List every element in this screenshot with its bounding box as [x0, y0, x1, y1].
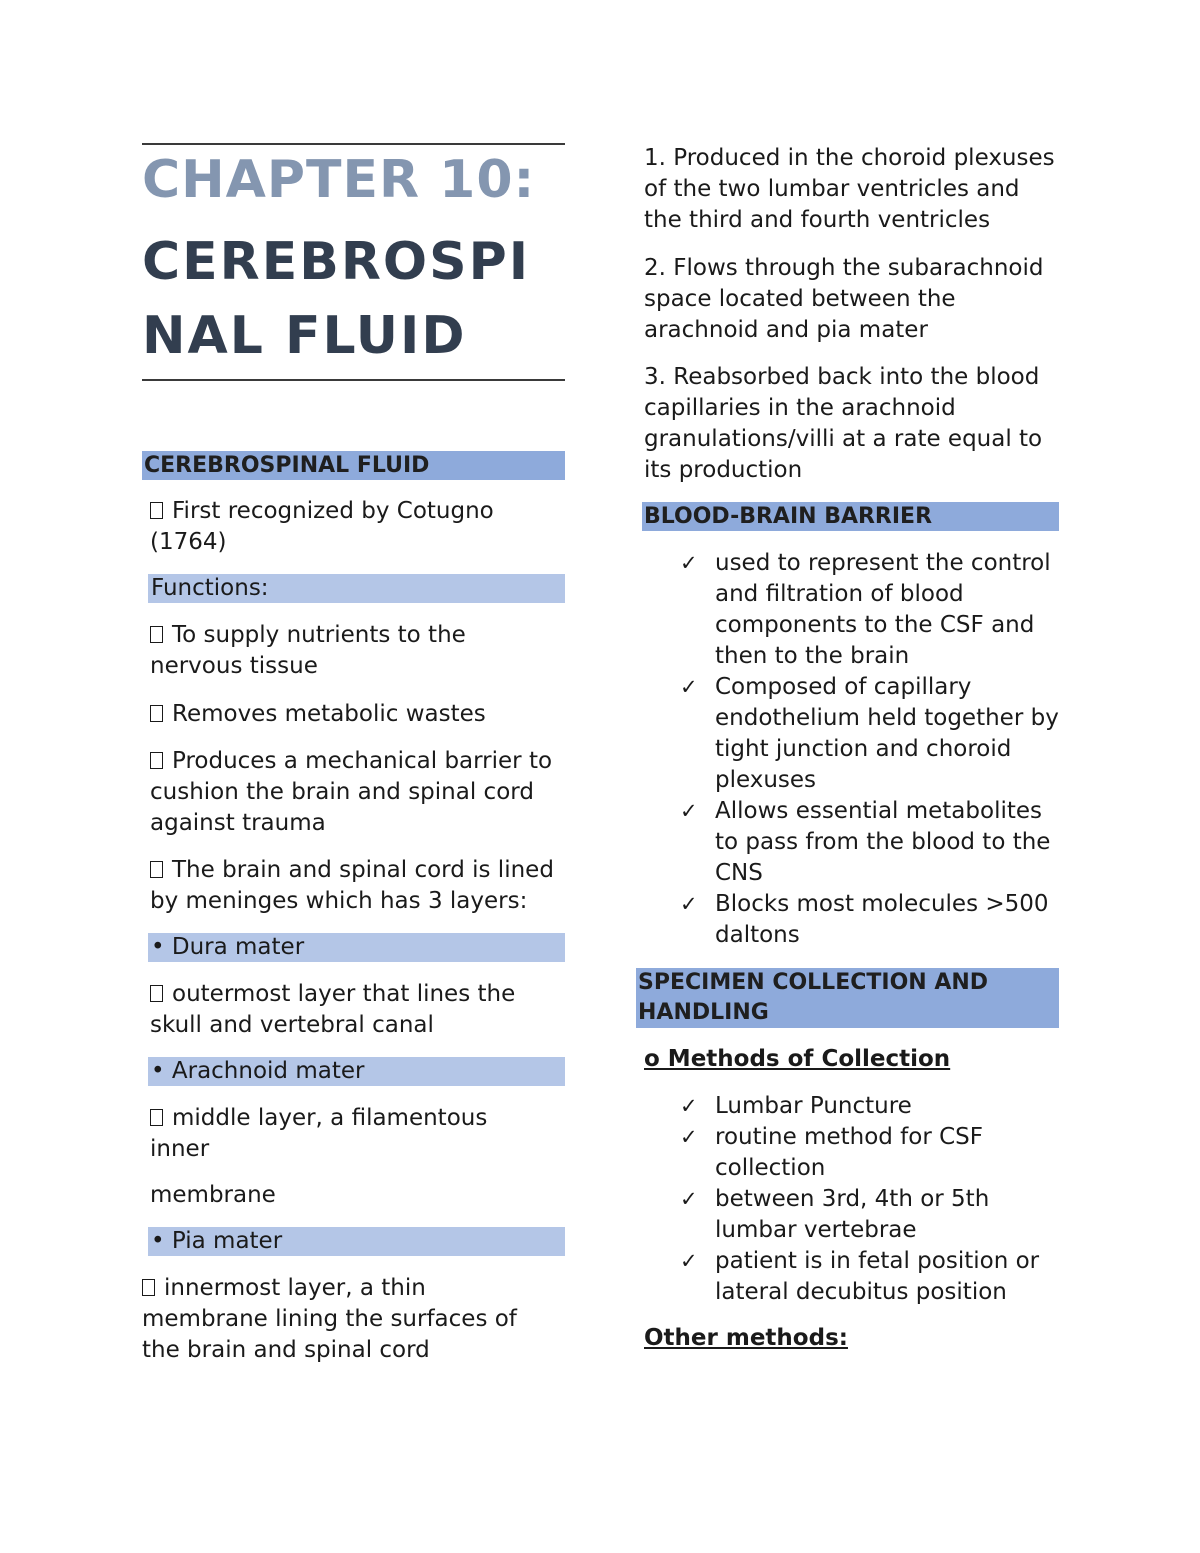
bbb-text: Blocks most molecules >500 daltons	[715, 891, 1049, 948]
bbb-list	[636, 548, 1061, 951]
checkmark-icon: ✓	[680, 1094, 698, 1118]
checkmark-icon: ✓	[680, 1249, 698, 1273]
method-text: patient is in fetal position or lateral decubitus position	[715, 1248, 1040, 1305]
function-text: The brain and spinal cord is lined by meninges which has 3 layers:	[150, 857, 554, 914]
checkbox-square-icon	[150, 752, 163, 769]
bbb-item	[636, 672, 1061, 796]
function-text: Produces a mechanical barrier to cushion the brain and spinal cord against trauma	[150, 748, 553, 836]
layer-description-dura	[150, 979, 565, 1041]
checkmark-icon: ✓	[680, 675, 698, 699]
layer-label-pia: • Pia mater	[148, 1227, 565, 1256]
title-bottom-rule	[142, 379, 565, 381]
chapter-title-line-1: CEREBROSPI	[142, 232, 531, 292]
bbb-text: used to represent the control and filtration of blood components to the CSF and then to the brain	[715, 550, 1051, 669]
section-heading-specimen: SPECIMEN COLLECTION AND HANDLING	[636, 968, 1059, 1028]
layer-label-arachnoid: • Arachnoid mater	[148, 1057, 565, 1086]
layer-description-arachnoid	[150, 1103, 510, 1165]
step-item: 1. Produced in the choroid plexuses of the two lumbar ventricles and the third and fourth ventricles	[644, 145, 1055, 233]
layer-description-arachnoid-cont: membrane	[150, 1182, 276, 1208]
methods-list	[636, 1091, 1061, 1308]
function-text: Removes metabolic wastes	[172, 701, 486, 727]
checkbox-square-icon	[150, 1109, 163, 1126]
step-item: 2. Flows through the subarachnoid space located between the arachnoid and pia mater	[644, 255, 1044, 343]
bbb-item	[636, 548, 1061, 672]
function-item	[150, 746, 565, 839]
function-item	[150, 699, 565, 730]
checkmark-icon: ✓	[680, 892, 698, 916]
checkbox-square-icon	[150, 502, 163, 519]
functions-label: Functions:	[148, 574, 565, 603]
method-item	[636, 1091, 1061, 1122]
layer-text: outermost layer that lines the skull and vertebral canal	[150, 981, 516, 1038]
checkmark-icon: ✓	[680, 551, 698, 575]
checkbox-square-icon	[150, 985, 163, 1002]
checkmark-icon: ✓	[680, 799, 698, 823]
checkmark-icon: ✓	[680, 1187, 698, 1211]
method-text: routine method for CSF collection	[715, 1124, 984, 1181]
step-item: 3. Reabsorbed back into the blood capillaries in the arachnoid granulations/villi at a rate equal to its production	[644, 364, 1043, 483]
checkbox-square-icon	[150, 626, 163, 643]
intro-paragraph	[150, 496, 565, 558]
section-heading-csf: CEREBROSPINAL FLUID	[142, 451, 565, 480]
function-item	[150, 620, 565, 682]
checkbox-square-icon	[150, 861, 163, 878]
chapter-title	[142, 225, 565, 373]
right-column	[636, 143, 1061, 1354]
layer-text: innermost layer, a thin membrane lining the surfaces of the brain and spinal cord	[142, 1275, 517, 1363]
other-methods-heading: Other methods:	[644, 1325, 848, 1351]
layer-description-pia	[142, 1273, 542, 1366]
checkbox-square-icon	[142, 1279, 155, 1296]
chapter-title-line-2: NAL FLUID	[142, 306, 467, 366]
bbb-text: Composed of capillary endothelium held together by tight junction and choroid plexuses	[715, 674, 1059, 793]
function-text: To supply nutrients to the nervous tissue	[150, 622, 466, 679]
method-text: Lumbar Puncture	[715, 1093, 912, 1119]
title-top-rule	[142, 143, 565, 145]
layer-label-dura: • Dura mater	[148, 933, 565, 962]
function-item	[150, 855, 565, 917]
method-item	[636, 1122, 1061, 1184]
bbb-item	[636, 796, 1061, 889]
method-item	[636, 1246, 1061, 1308]
chapter-number: CHAPTER 10:	[142, 150, 536, 210]
bbb-item	[636, 889, 1061, 951]
methods-of-collection-heading: o Methods of Collection	[644, 1046, 951, 1072]
method-item	[636, 1184, 1061, 1246]
method-text: between 3rd, 4th or 5th lumbar vertebrae	[715, 1186, 990, 1243]
section-heading-bbb: BLOOD-BRAIN BARRIER	[642, 502, 1059, 531]
layer-text: middle layer, a filamentous inner	[150, 1105, 488, 1162]
bbb-text: Allows essential metabolites to pass from the blood to the CNS	[715, 798, 1051, 886]
checkbox-square-icon	[150, 705, 163, 722]
left-column	[142, 143, 565, 1366]
checkmark-icon: ✓	[680, 1125, 698, 1149]
intro-text: First recognized by Cotugno (1764)	[150, 498, 494, 555]
